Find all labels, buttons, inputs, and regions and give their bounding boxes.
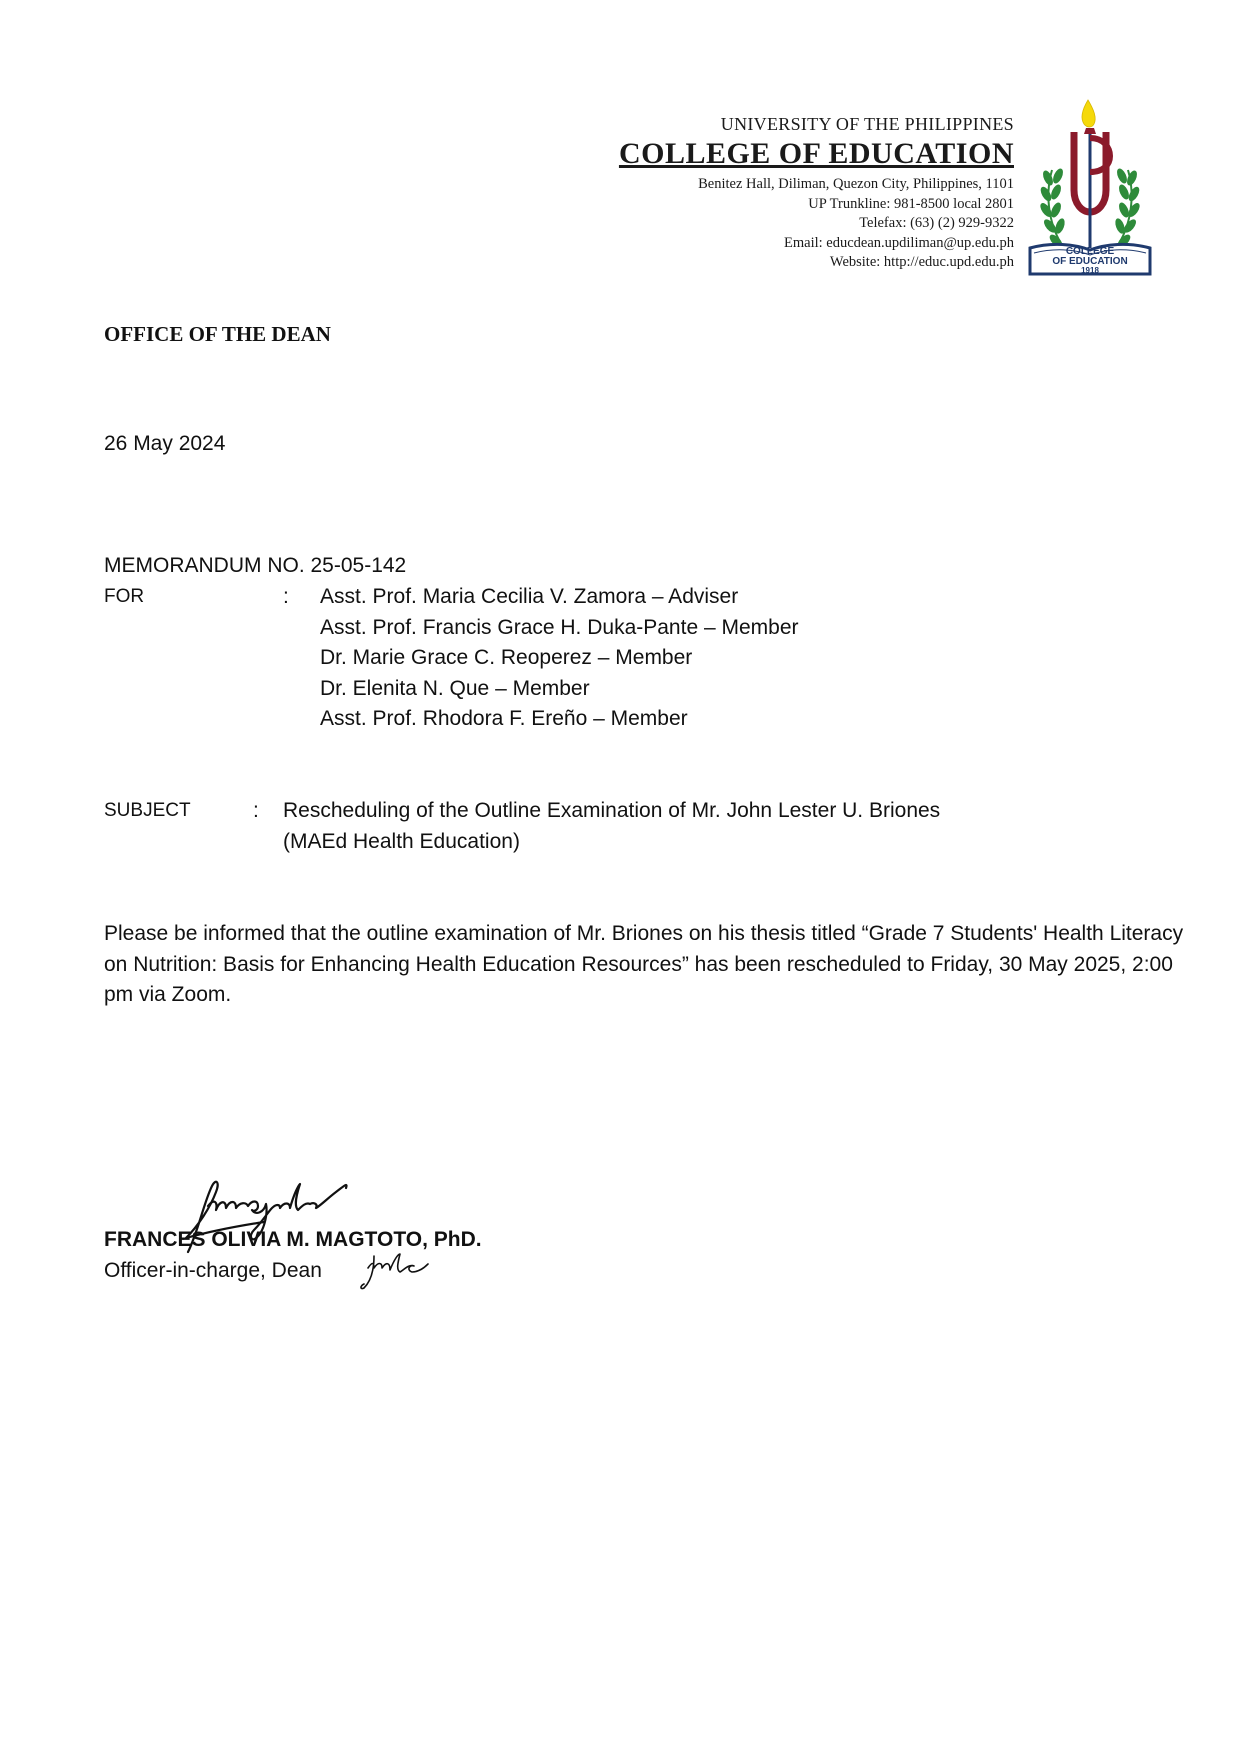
- subject-text: [283, 796, 1083, 857]
- up-monogram-icon: [1074, 128, 1110, 248]
- college-of-education-logo: [1024, 98, 1156, 276]
- recipient-item: Asst. Prof. Rhodora F. Ereño – Member: [320, 707, 688, 730]
- laurel-left-icon: [1038, 167, 1066, 249]
- logo-year-text: 1918: [1081, 266, 1099, 275]
- logo-of-education-text: OF EDUCATION: [1052, 256, 1128, 267]
- for-colon: :: [283, 585, 289, 608]
- handwritten-initials: [358, 1250, 433, 1292]
- recipient-item: Dr. Elenita N. Que – Member: [320, 676, 590, 700]
- recipient-item: Asst. Prof. Maria Cecilia V. Zamora – Adviser: [320, 585, 739, 608]
- email: Email: educdean.updiliman@up.edu.ph: [784, 234, 1014, 251]
- signatory-title: Officer-in-charge, Dean: [104, 1259, 322, 1282]
- memo-body: Please be informed that the outline examination of Mr. Briones on his thesis titled “Grade 7 Students' Health Literacy on Nutrition: Basis for Enhancing Health Education Resources” has been rescheduled to Friday, 30 May 2025, 2:00 pm via Zoom.: [104, 922, 1184, 1006]
- recipient-list: [320, 582, 799, 735]
- letterhead: [619, 113, 1014, 273]
- memo-date: 26 May 2024: [104, 432, 226, 455]
- trunkline: UP Trunkline: 981-8500 local 2801: [808, 195, 1014, 212]
- website: Website: http://educ.upd.edu.ph: [829, 254, 1014, 270]
- signatory-name: FRANCES OLIVIA M. MAGTOTO, PhD.: [104, 1228, 482, 1251]
- university-name: UNIVERSITY OF THE PHILIPPINES: [720, 114, 1014, 134]
- torch-flame-icon: [1082, 100, 1095, 127]
- subject-colon: :: [253, 799, 259, 822]
- telefax: Telefax: (63) (2) 929-9322: [859, 215, 1014, 231]
- recipient-item: Dr. Marie Grace C. Reoperez – Member: [320, 646, 693, 669]
- laurel-right-icon: [1114, 167, 1142, 249]
- subject-line-1: Rescheduling of the Outline Examination of Mr. John Lester U. Briones: [283, 799, 941, 822]
- for-label: FOR: [104, 586, 145, 607]
- office-heading: OFFICE OF THE DEAN: [104, 322, 331, 346]
- address: Benitez Hall, Diliman, Quezon City, Philippines, 1101: [698, 176, 1014, 192]
- recipient-item: Asst. Prof. Francis Grace H. Duka-Pante – Member: [320, 615, 799, 639]
- subject-label: SUBJECT: [104, 800, 191, 821]
- logo-college-text: COLLEGE: [1065, 246, 1115, 257]
- open-book-icon: [1030, 244, 1150, 275]
- memorandum-number: MEMORANDUM NO. 25-05-142: [104, 554, 407, 577]
- subject-line-2: (MAEd Health Education): [283, 829, 520, 853]
- college-name: COLLEGE OF EDUCATION: [618, 137, 1014, 170]
